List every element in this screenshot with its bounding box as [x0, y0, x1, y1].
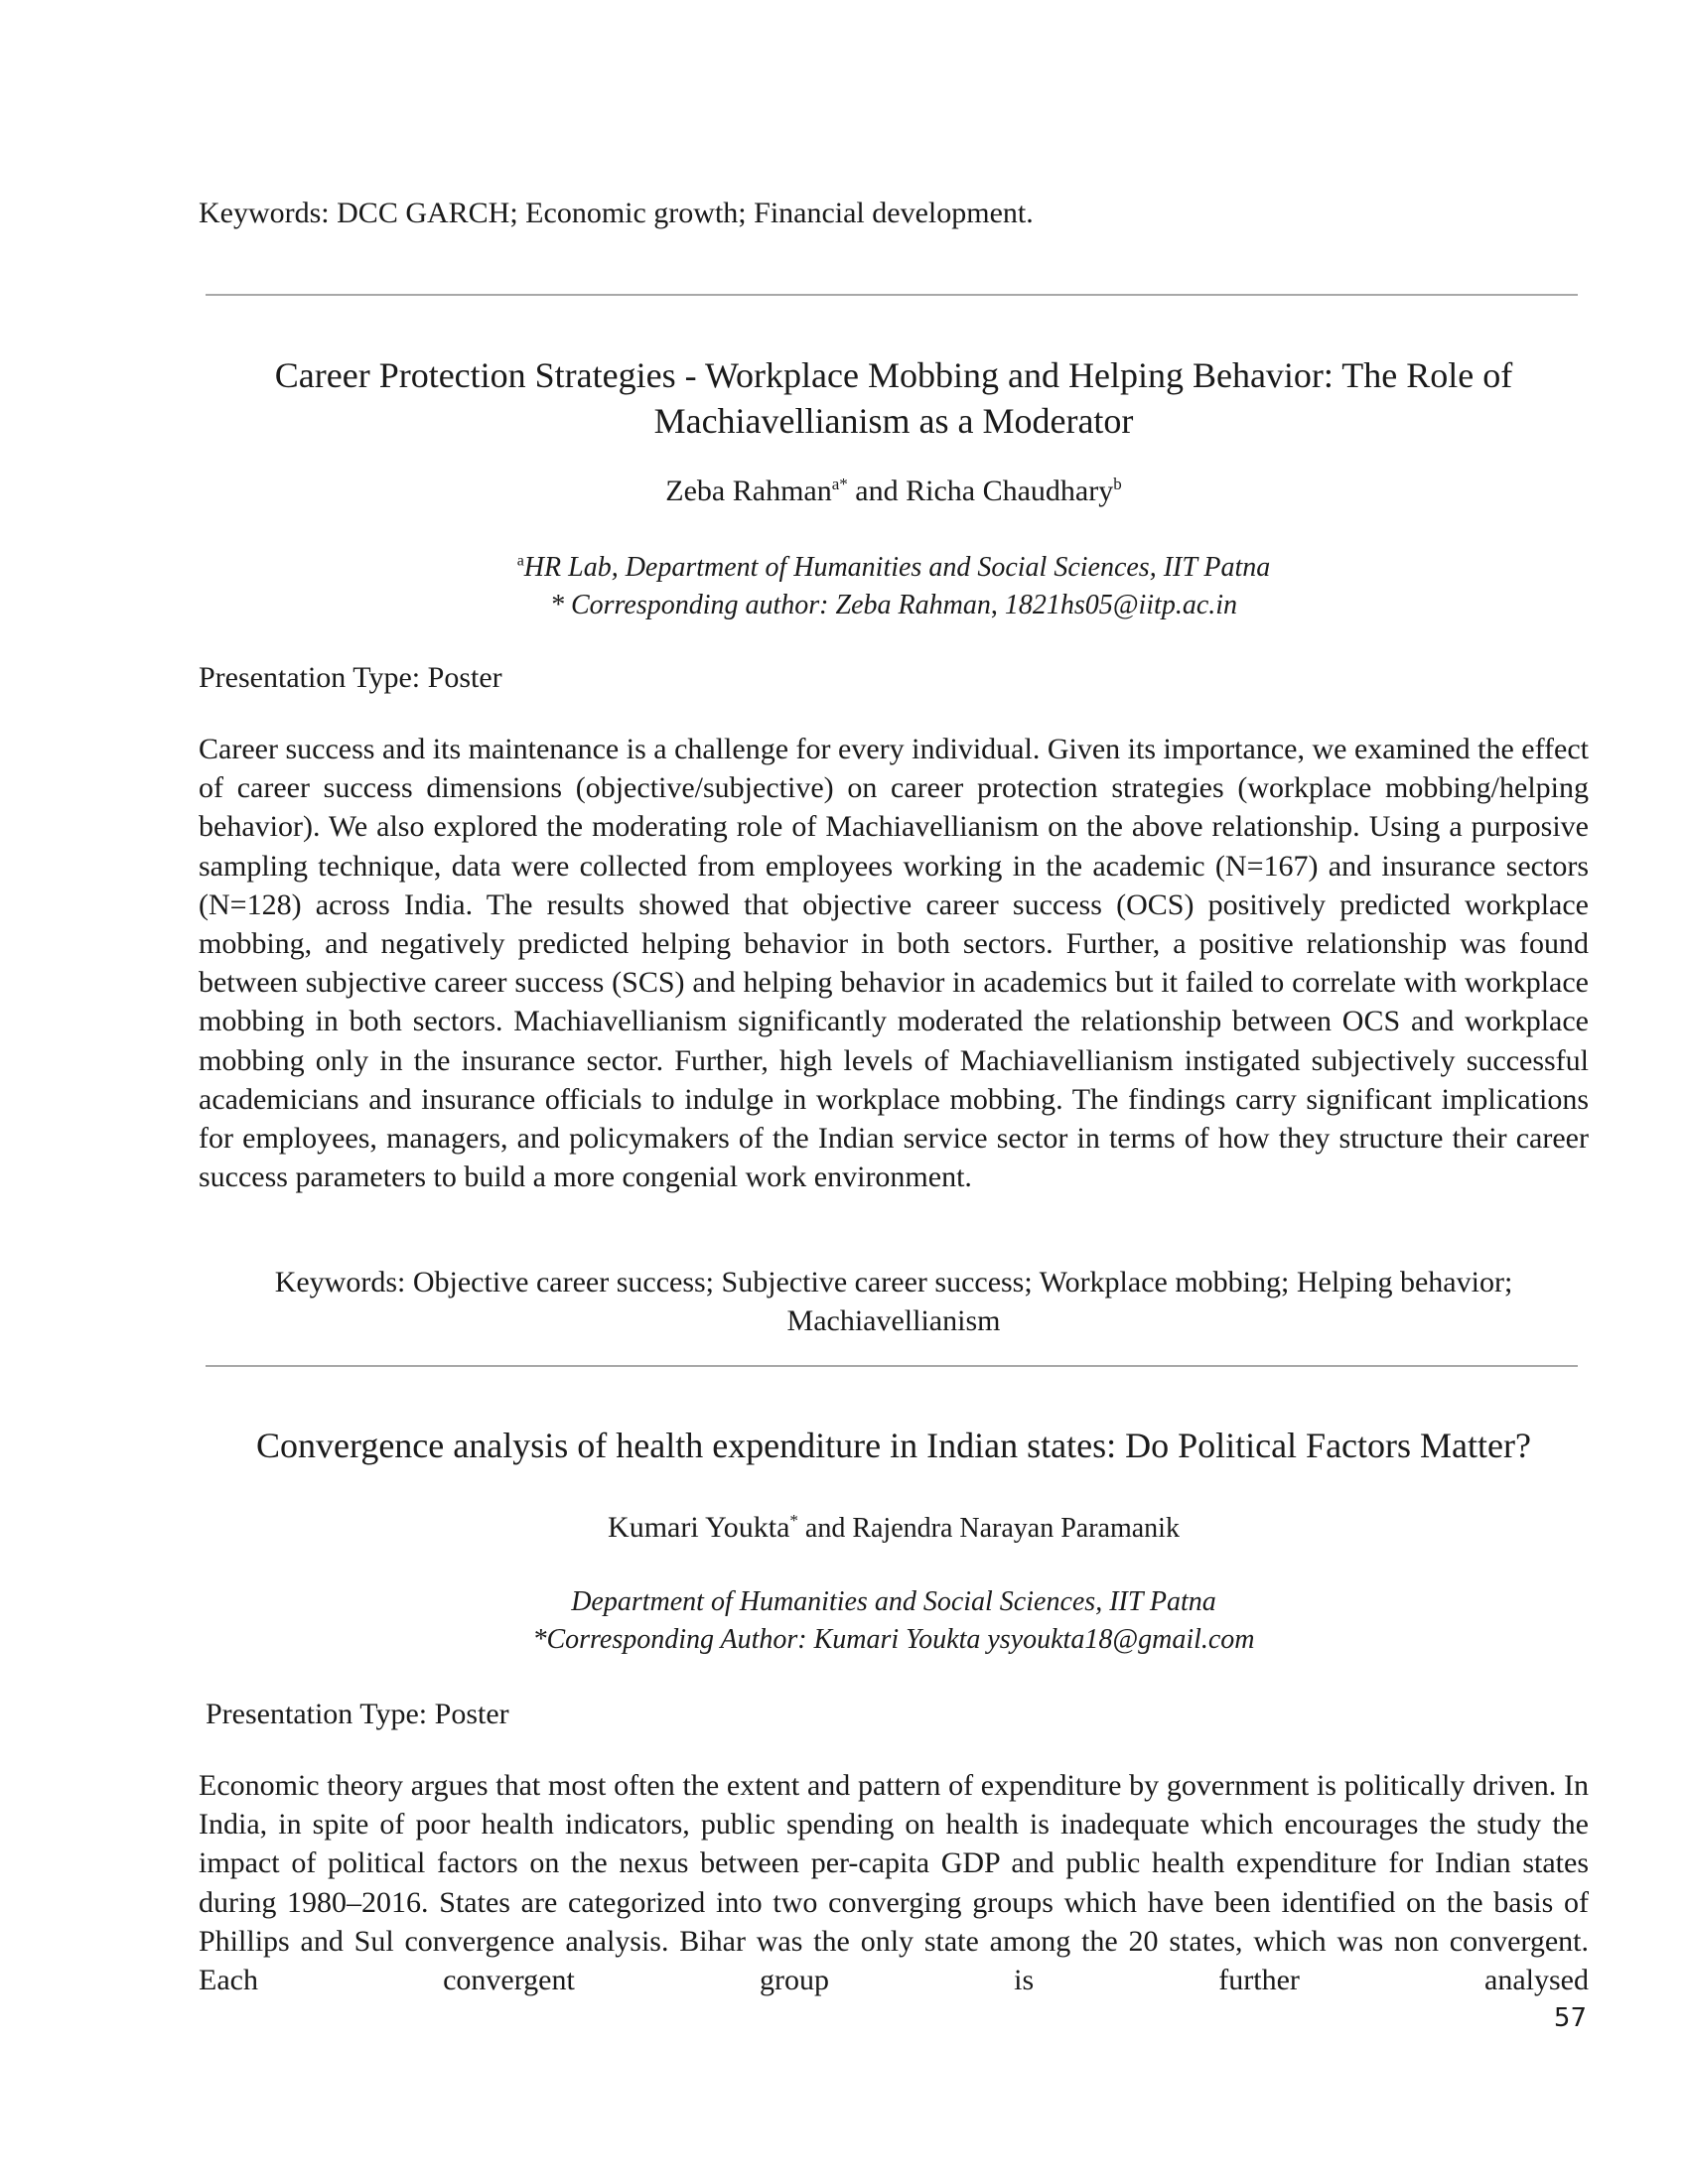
article-affiliation	[199, 549, 1589, 624]
page-number: 57	[1553, 2003, 1587, 2033]
abstract-paragraph: Career success and its maintenance is a challenge for every individual. Given its importance, we examined the effect of career success dimensions (objective/subjective) on career protection strategies (workplace mobbing/helping behavior). We also explored the moderating role of Machiavellianism on the above relationship. Using a purposive sampling technique, data were collected from employees working in the academic (N=167) and insurance sectors (N=128) across India. The results showed that objective career success (OCS) positively predicted workplace mobbing, and negatively predicted helping behavior in both sectors. Further, a positive relationship was found between subjective career success (SCS) and helping behavior in academics but it failed to correlate with workplace mobbing in both sectors. Machiavellianism significantly moderated the relationship between OCS and workplace mobbing only in the insurance sector. Further, high levels of Machiavellianism instigated subjectively successful academicians and insurance officials to indulge in workplace mobbing. The findings carry significant implications for employees, managers, and policymakers of the Indian service sector in terms of how they structure their career success parameters to build a more congenial work environment.	[199, 733, 1589, 1194]
section-divider	[206, 1365, 1578, 1367]
author-separator: and	[847, 475, 907, 507]
corresponding-separator: ,	[990, 590, 1005, 620]
article-title: Convergence analysis of health expenditure in Indian states: Do Political Factors Matter?	[256, 1426, 1531, 1465]
author-superscript: b	[1113, 475, 1122, 493]
article-authors	[199, 475, 1589, 508]
corresponding-email: 1821hs05@iitp.ac.in	[1004, 590, 1238, 620]
author-name: Zeba Rahman	[665, 475, 832, 507]
article-title-line: Career Protection Strategies - Workplace Mobbing and Helping Behavior: The Role of	[274, 355, 1513, 395]
affiliation-text: HR Lab, Department of Humanities and Social Sciences, IIT Patna	[523, 552, 1271, 583]
affiliation-text: Department of Humanities and Social Sciences, IIT Patna	[571, 1586, 1216, 1617]
corresponding-author: *Corresponding Author: Kumari Youkta ysyoukta18@gmail.com	[532, 1624, 1255, 1655]
presentation-type: Presentation Type: Poster	[199, 661, 502, 694]
article-keywords	[199, 1263, 1589, 1340]
article-title-line: Machiavellianism as a Moderator	[653, 401, 1134, 441]
article-title	[199, 352, 1589, 444]
abstract-paragraph: Economic theory argues that most often the extent and pattern of expenditure by government is politically driven. In India, in spite of poor health indicators, public spending on health is inadequate which encourages the study the impact of political factors on the nexus between per-capita GDP and public health expenditure for Indian states during 1980–2016. States are categorized into two converging groups which have been identified on the basis of Phillips and Sul convergence analysis. Bihar was the only state among the 20 states, which was non convergent. Each convergent group is further analysed	[199, 1769, 1589, 1997]
corresponding-author: * Corresponding author: Zeba Rahman	[549, 590, 991, 620]
previous-article-keywords: Keywords: DCC GARCH; Economic growth; Financial development.	[199, 197, 1034, 229]
affiliation-superscript: a	[516, 552, 524, 570]
author-superscript: *	[789, 1511, 798, 1530]
author-name: Kumari Youkta	[608, 1511, 790, 1544]
author-name: Richa Chaudhary	[906, 475, 1114, 507]
article-authors	[199, 1511, 1589, 1545]
author-superscript: a*	[831, 475, 848, 493]
article-affiliation	[199, 1583, 1589, 1659]
presentation-type: Presentation Type: Poster	[206, 1698, 509, 1730]
author-rest: and Rajendra Narayan Paramanik	[797, 1513, 1180, 1544]
keywords-line: Machiavellianism	[786, 1304, 1001, 1337]
keywords-line: Keywords: Objective career success; Subjective career success; Workplace mobbing; Helping behavior;	[274, 1266, 1513, 1298]
section-divider	[206, 294, 1578, 296]
